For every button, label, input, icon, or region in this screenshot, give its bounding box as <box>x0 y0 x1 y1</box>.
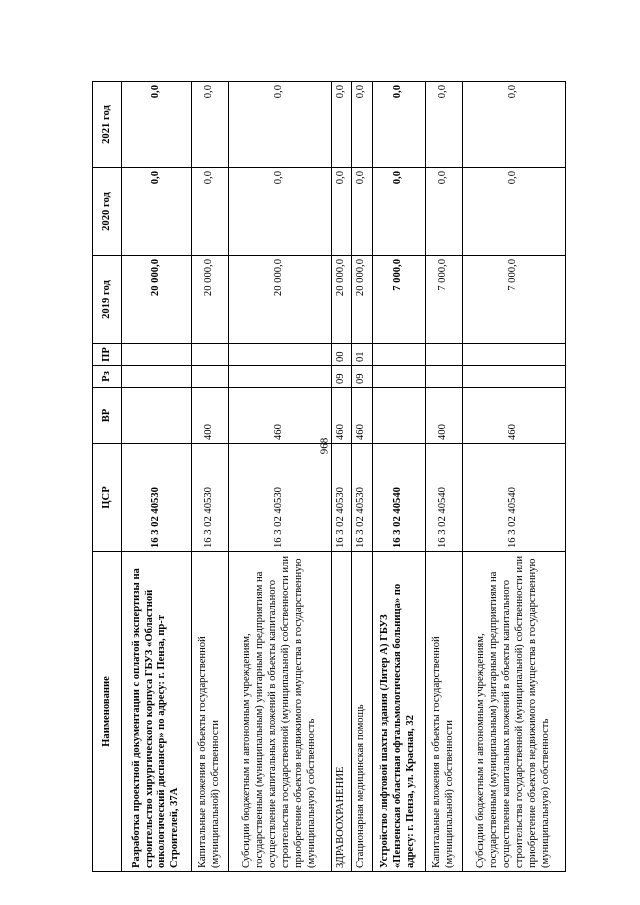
row-2021: 0,0 <box>191 82 228 168</box>
row-vr: 460 <box>352 388 372 444</box>
header-2019: 2019 год <box>93 256 122 344</box>
row-name: Устройство лифтовой шахты здания (Литер А) ГБУЗ «Пензенская областная офтальмологическая больница» по адресу: г. Пенза, ул. Красная, 32 <box>372 552 425 872</box>
row-rz <box>228 366 331 388</box>
row-csr: 16 3 02 40540 <box>426 444 463 552</box>
row-2019: 20 000,0 <box>191 256 228 344</box>
row-2019: 20 000,0 <box>228 256 331 344</box>
header-name: Наименование <box>93 552 122 872</box>
table-row <box>191 82 228 872</box>
row-pr <box>122 344 192 366</box>
row-vr: 460 <box>331 388 351 444</box>
row-name: Стационарная медицинская помощь <box>352 552 372 872</box>
row-pr <box>191 344 228 366</box>
row-csr: 16 3 02 40540 <box>462 444 565 552</box>
row-name: Капитальные вложения в объекты государственной (муниципальной) собственности <box>426 552 463 872</box>
row-2020: 0,0 <box>352 168 372 256</box>
row-rz <box>426 366 463 388</box>
row-name: Разработка проектной документации с оплатой экспертизы на строительство хирургического корпуса ГБУЗ «Областной онкологический диспансер» по адресу: г. Пенза, пр-т Строителей, 37А <box>122 552 192 872</box>
row-vr <box>372 388 425 444</box>
row-name: Субсидии бюджетным и автономным учреждениям, государственным (муниципальным) унитарным предприятиям на осуществление капитальных вложений в объекты капитального строительства государственной (муниципальной) собственности или приобретение объектов недвижимого имущества в государственную (муниципальную) собственность <box>228 552 331 872</box>
row-2019: 7 000,0 <box>462 256 565 344</box>
row-2021: 0,0 <box>372 82 425 168</box>
row-csr: 16 3 02 40530 <box>122 444 192 552</box>
table-row <box>331 82 351 872</box>
table-row <box>372 82 425 872</box>
row-pr <box>462 344 565 366</box>
row-2019: 20 000,0 <box>352 256 372 344</box>
row-pr <box>372 344 425 366</box>
row-2020: 0,0 <box>228 168 331 256</box>
header-2020: 2020 год <box>93 168 122 256</box>
header-row <box>93 82 122 872</box>
row-rz <box>462 366 565 388</box>
table-row <box>352 82 372 872</box>
row-name: ЗДРАВООХРАНЕНИЕ <box>331 552 351 872</box>
row-vr: 400 <box>191 388 228 444</box>
row-csr: 16 3 02 40530 <box>228 444 331 552</box>
row-csr: 16 3 02 40530 <box>352 444 372 552</box>
row-2020: 0,0 <box>462 168 565 256</box>
row-2019: 7 000,0 <box>372 256 425 344</box>
row-rz <box>372 366 425 388</box>
row-2021: 0,0 <box>228 82 331 168</box>
row-vr: 400 <box>426 388 463 444</box>
header-pr: ПР <box>93 344 122 366</box>
header-vr: ВР <box>93 388 122 444</box>
row-2020: 0,0 <box>372 168 425 256</box>
header-rz: Рз <box>93 366 122 388</box>
row-2020: 0,0 <box>122 168 192 256</box>
row-pr: 01 <box>352 344 372 366</box>
table-row <box>462 82 565 872</box>
row-2020: 0,0 <box>426 168 463 256</box>
row-2019: 20 000,0 <box>122 256 192 344</box>
budget-table-container <box>92 82 566 872</box>
row-rz <box>122 366 192 388</box>
budget-table <box>92 81 566 872</box>
row-pr <box>228 344 331 366</box>
row-2021: 0,0 <box>426 82 463 168</box>
row-name: Субсидии бюджетным и автономным учреждениям, государственным (муниципальным) унитарным предприятиям на осуществление капитальных вложений в объекты капитального строительства государственной (муниципальной) собственности или приобретение объектов недвижимого имущества в государственную (муниципальную) собственность <box>462 552 565 872</box>
row-rz <box>191 366 228 388</box>
header-csr: ЦСР <box>93 444 122 552</box>
row-pr <box>426 344 463 366</box>
row-2021: 0,0 <box>331 82 351 168</box>
row-2019: 20 000,0 <box>331 256 351 344</box>
row-rz: 09 <box>331 366 351 388</box>
row-2020: 0,0 <box>191 168 228 256</box>
table-row <box>122 82 192 872</box>
row-csr: 16 3 02 40530 <box>331 444 351 552</box>
row-csr: 16 3 02 40530 <box>191 444 228 552</box>
table-row <box>228 82 331 872</box>
row-vr: 460 <box>228 388 331 444</box>
row-vr: 460 <box>462 388 565 444</box>
page-number: 968 <box>318 437 331 455</box>
row-vr <box>122 388 192 444</box>
row-rz: 09 <box>352 366 372 388</box>
row-name: Капитальные вложения в объекты государственной (муниципальной) собственности <box>191 552 228 872</box>
row-pr: 00 <box>331 344 351 366</box>
row-2021: 0,0 <box>122 82 192 168</box>
row-csr: 16 3 02 40540 <box>372 444 425 552</box>
row-2021: 0,0 <box>462 82 565 168</box>
row-2019: 7 000,0 <box>426 256 463 344</box>
row-2021: 0,0 <box>352 82 372 168</box>
header-2021: 2021 год <box>93 82 122 168</box>
row-2020: 0,0 <box>331 168 351 256</box>
table-row <box>426 82 463 872</box>
